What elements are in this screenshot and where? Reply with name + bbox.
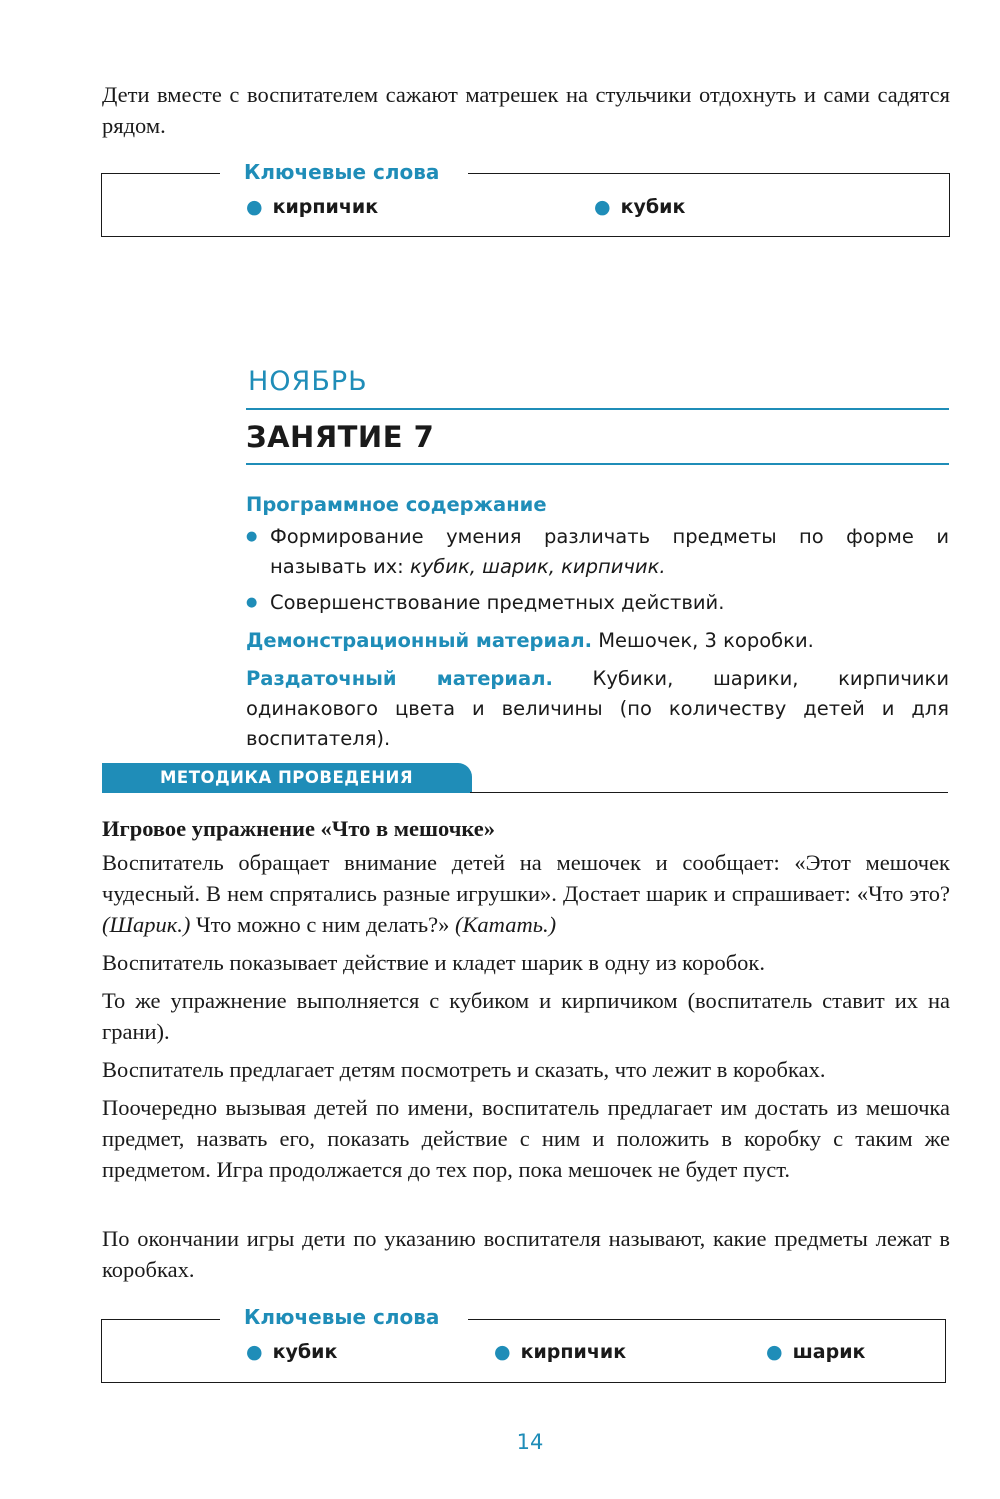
keyword-item: ● кубик <box>594 196 686 218</box>
intro-paragraph: Дети вместе с воспитателем сажают матрешек на стульчики отдохнуть и сами садятся рядом. <box>102 82 950 138</box>
bullet-icon: ● <box>246 595 258 610</box>
game-paragraph: По окончании игры дети по указанию воспитателя называют, какие предметы лежат в коробках. <box>102 1226 950 1282</box>
program-section <box>246 490 949 754</box>
bullet-icon: ● <box>246 1341 263 1363</box>
keyword-item: ● кирпичик <box>246 196 379 218</box>
bullet-icon: ● <box>766 1341 783 1363</box>
program-heading: Программное содержание <box>246 493 547 516</box>
game-paragraph: Поочередно вызывая детей по имени, воспитатель предлагает им достать из мешочка предмет, назвать его, показать действие с ним и положить в коробку с таким же предметом. Игра продолжается до тех пор, пока мешочек не будет пуст. <box>102 1095 950 1182</box>
keyword-box-top-title: Ключевые слова <box>244 160 440 184</box>
keyword-item: ● кирпичик <box>494 1341 627 1363</box>
program-bullet: ● Совершенствование предметных действий. <box>246 588 949 618</box>
keyword-box-bottom-title: Ключевые слова <box>244 1305 440 1329</box>
game-paragraph: Воспитатель показывает действие и кладет шарик в одну из коробок. <box>102 950 765 975</box>
keyword-item: ● кубик <box>246 1341 338 1363</box>
bullet-icon: ● <box>246 529 258 544</box>
lesson-title: ЗАНЯТИЕ 7 <box>246 420 435 454</box>
bullet-icon: ● <box>246 196 263 218</box>
game-paragraph: Воспитатель обращает внимание детей на мешочек и сообщает: «Этот мешочек чудесный. В нем спрятались разные игрушки». Достает шарик и спрашивает: «Что это? (Шарик.) Что можно с ним делать?» (Катать.) <box>102 850 950 937</box>
demo-material: Демонстрационный материал. Мешочек, 3 коробки. <box>246 629 814 652</box>
handout-material: Раздаточный материал. Кубики, шарики, кирпичики одинакового цвета и величины (по количеству детей и для воспитателя). <box>246 667 949 750</box>
keyword-item: ● шарик <box>766 1341 866 1363</box>
divider <box>246 408 949 410</box>
page-number: 14 <box>516 1430 544 1454</box>
month-title: НОЯБРЬ <box>248 366 368 397</box>
game-paragraph: То же упражнение выполняется с кубиком и кирпичиком (воспитатель ставит их на грани). <box>102 988 950 1044</box>
program-bullet: ● Формирование умения различать предметы по форме и называть их: кубик, шарик, кирпичик. <box>246 522 949 582</box>
method-section-header: МЕТОДИКА ПРОВЕДЕНИЯ <box>102 763 472 793</box>
bullet-icon: ● <box>594 196 611 218</box>
game-paragraph: Воспитатель предлагает детям посмотреть и сказать, что лежит в коробках. <box>102 1057 826 1082</box>
divider <box>470 792 948 793</box>
game-title: Игровое упражнение «Что в мешочке» <box>102 816 496 841</box>
bullet-icon: ● <box>494 1341 511 1363</box>
keyword-box-top <box>101 173 950 237</box>
divider <box>246 463 949 465</box>
